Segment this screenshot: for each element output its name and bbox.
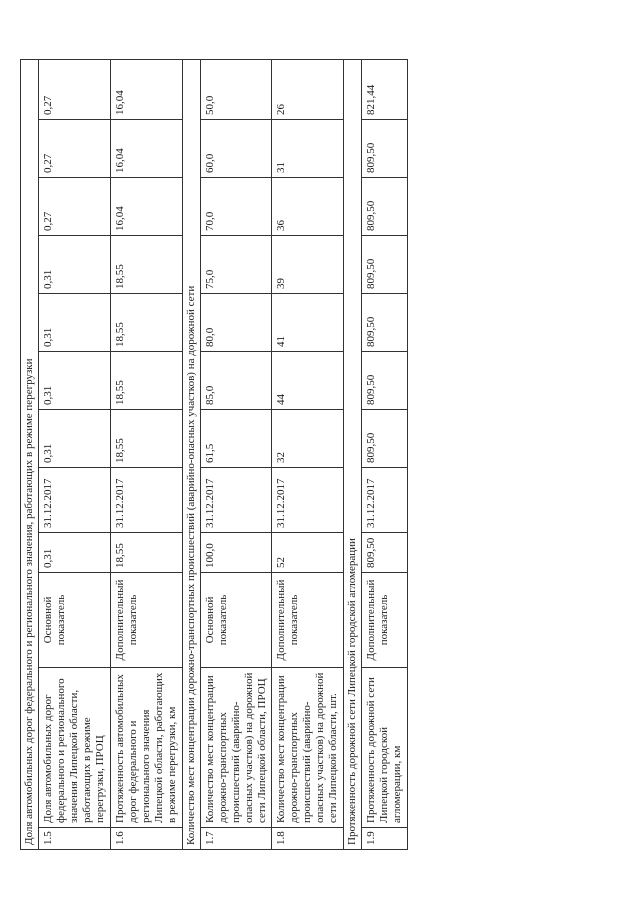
indicator-name: Количество мест концентрации дорожно-транспортных происшествий (аварийно-опасных участков) на дорожной сети Липецкой области, шт. xyxy=(272,668,344,828)
indicator-type: Дополнительный показатель xyxy=(272,573,344,668)
indicator-type: Дополнительный показатель xyxy=(110,573,182,668)
target-value: 18,55 xyxy=(110,294,182,352)
target-value: 39 xyxy=(272,236,344,294)
row-number: 1.6 xyxy=(110,828,182,850)
section-title: Протяженность дорожной сети Липецкой городской агломерации xyxy=(344,59,362,849)
row-number: 1.8 xyxy=(272,828,344,850)
section-header-row xyxy=(182,59,200,849)
target-value: 16,04 xyxy=(110,120,182,178)
target-value: 0,31 xyxy=(38,236,110,294)
base-date: 31.12.2017 xyxy=(272,468,344,533)
target-value: 16,04 xyxy=(110,178,182,236)
target-value: 821,44 xyxy=(362,59,408,119)
target-value: 809,50 xyxy=(362,236,408,294)
target-value: 18,55 xyxy=(110,410,182,468)
target-value: 75,0 xyxy=(200,236,272,294)
table-row xyxy=(200,59,272,849)
target-value: 809,50 xyxy=(362,178,408,236)
base-value: 100,0 xyxy=(200,533,272,573)
base-value: 18,55 xyxy=(110,533,182,573)
target-value: 80,0 xyxy=(200,294,272,352)
target-value: 41 xyxy=(272,294,344,352)
target-value: 60,0 xyxy=(200,120,272,178)
section-header-row xyxy=(21,59,39,849)
row-number: 1.7 xyxy=(200,828,272,850)
table-row xyxy=(110,59,182,849)
target-value: 809,50 xyxy=(362,294,408,352)
row-number: 1.9 xyxy=(362,828,408,850)
rotated-table-container xyxy=(20,60,520,850)
base-date: 31.12.2017 xyxy=(38,468,110,533)
target-value: 70,0 xyxy=(200,178,272,236)
indicator-type: Дополнительный показатель xyxy=(362,573,408,668)
target-value: 44 xyxy=(272,352,344,410)
target-value: 809,50 xyxy=(362,410,408,468)
indicator-name: Протяженность дорожной сети Липецкой городской агломерации, км xyxy=(362,668,408,828)
base-value: 809,50 xyxy=(362,533,408,573)
target-value: 0,31 xyxy=(38,294,110,352)
target-value: 809,50 xyxy=(362,120,408,178)
target-value: 0,31 xyxy=(38,352,110,410)
target-value: 809,50 xyxy=(362,352,408,410)
target-value: 26 xyxy=(272,59,344,119)
base-value: 0,31 xyxy=(38,533,110,573)
section-header-row xyxy=(344,59,362,849)
target-value: 31 xyxy=(272,120,344,178)
target-value: 18,55 xyxy=(110,352,182,410)
target-value: 0,27 xyxy=(38,178,110,236)
target-value: 0,31 xyxy=(38,410,110,468)
table-row xyxy=(272,59,344,849)
target-value: 85,0 xyxy=(200,352,272,410)
indicator-name: Протяженность автомобильных дорог федерального и регионального значения Липецкой области, работающих в режиме перегрузки, км xyxy=(110,668,182,828)
base-value: 52 xyxy=(272,533,344,573)
section-title: Количество мест концентрации дорожно-транспортных происшествий (аварийно-опасных участков) на дорожной сети xyxy=(182,59,200,849)
target-value: 32 xyxy=(272,410,344,468)
target-value: 18,55 xyxy=(110,236,182,294)
target-value: 61,5 xyxy=(200,410,272,468)
indicator-name: Количество мест концентрации дорожно-транспортных происшествий (аварийно-опасных участков) на дорожной сети Липецкой области, ПРОЦ xyxy=(200,668,272,828)
target-value: 0,27 xyxy=(38,59,110,119)
table-row xyxy=(362,59,408,849)
indicator-type: Основной показатель xyxy=(38,573,110,668)
section-title: Доля автомобильных дорог федерального и регионального значения, работающих в режиме перегрузки xyxy=(21,59,39,849)
indicator-type: Основной показатель xyxy=(200,573,272,668)
target-value: 50,0 xyxy=(200,59,272,119)
row-number: 1.5 xyxy=(38,828,110,850)
indicators-table xyxy=(20,59,408,850)
target-value: 0,27 xyxy=(38,120,110,178)
indicator-name: Доля автомобильных дорог федерального и регионального значения Липецкой области, работающих в режиме перегрузки, ПРОЦ xyxy=(38,668,110,828)
base-date: 31.12.2017 xyxy=(110,468,182,533)
target-value: 16,04 xyxy=(110,59,182,119)
table-row xyxy=(38,59,110,849)
table-body xyxy=(21,59,408,849)
target-value: 36 xyxy=(272,178,344,236)
base-date: 31.12.2017 xyxy=(200,468,272,533)
base-date: 31.12.2017 xyxy=(362,468,408,533)
